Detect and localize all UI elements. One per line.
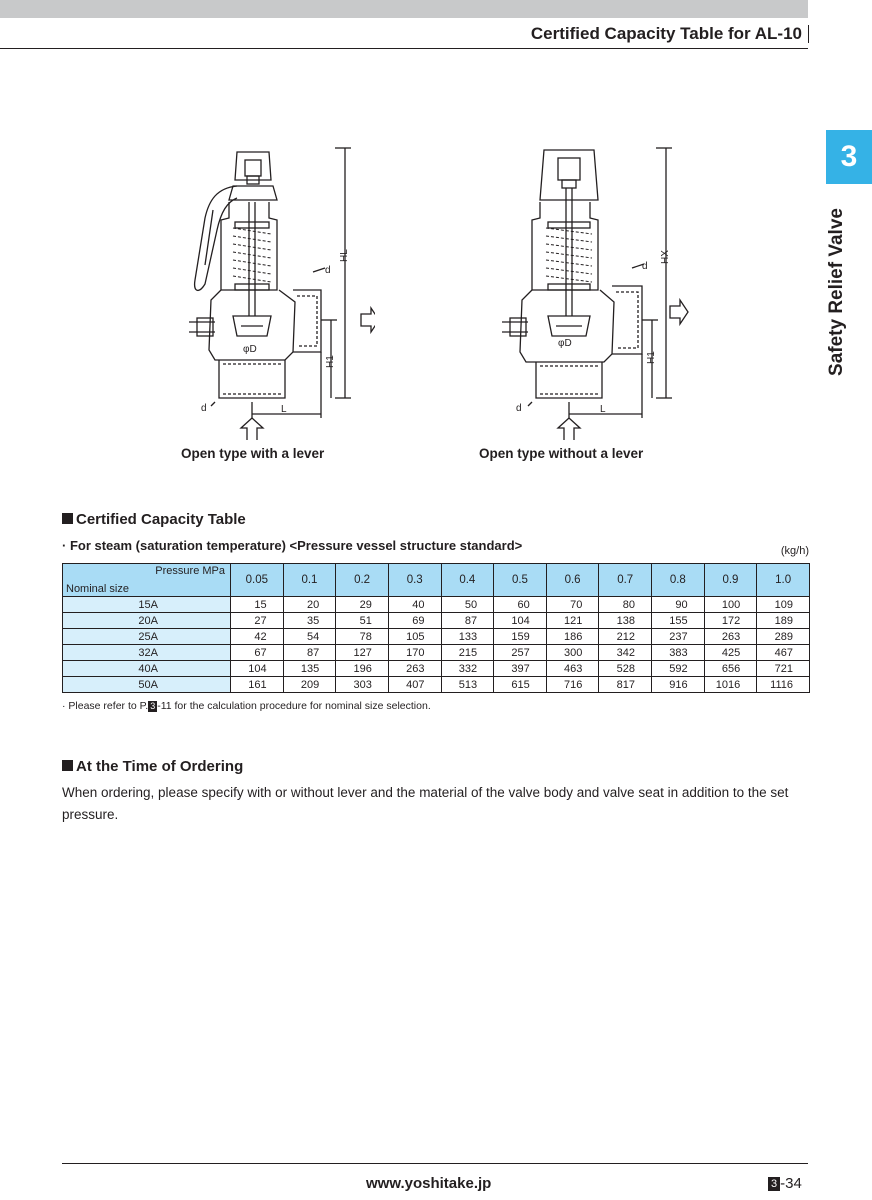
chapter-side-label: Safety Relief Valve	[826, 208, 847, 376]
table-row	[63, 677, 810, 693]
page-title: Certified Capacity Table for AL-10	[530, 24, 802, 43]
capacity-value-cell: 215	[441, 645, 494, 661]
pressure-header-cell: 0.8	[652, 564, 705, 597]
capacity-value-cell: 51	[336, 613, 389, 629]
valve-drawing-without-lever	[492, 140, 692, 440]
table-row	[63, 629, 810, 645]
capacity-value-cell: 15	[231, 597, 284, 613]
capacity-value-cell: 397	[494, 661, 547, 677]
capacity-value-cell: 196	[336, 661, 389, 677]
website-link[interactable]: www.yoshitake.jp	[366, 1175, 492, 1192]
capacity-value-cell: 104	[494, 613, 547, 629]
capacity-value-cell: 237	[652, 629, 705, 645]
table-row	[63, 645, 810, 661]
capacity-value-cell: 69	[388, 613, 441, 629]
capacity-value-cell: 90	[652, 597, 705, 613]
capacity-value-cell: 87	[441, 613, 494, 629]
nominal-size-cell: 25A	[63, 629, 231, 645]
capacity-value-cell: 467	[757, 645, 810, 661]
capacity-value-cell: 135	[283, 661, 336, 677]
table-row	[63, 613, 810, 629]
capacity-value-cell: 383	[652, 645, 705, 661]
page-chapter-chip: 3	[768, 1177, 780, 1191]
table-body	[63, 597, 810, 693]
capacity-value-cell: 186	[546, 629, 599, 645]
capacity-value-cell: 35	[283, 613, 336, 629]
capacity-value-cell: 109	[757, 597, 810, 613]
capacity-value-cell: 87	[283, 645, 336, 661]
ordering-section-heading: At the Time of Ordering	[62, 758, 243, 775]
capacity-subheading: · For steam (saturation temperature) <Pressure vessel structure standard>	[62, 538, 523, 553]
capacity-value-cell: 1116	[757, 677, 810, 693]
capacity-value-cell: 300	[546, 645, 599, 661]
capacity-value-cell: 105	[388, 629, 441, 645]
capacity-value-cell: 133	[441, 629, 494, 645]
capacity-value-cell: 138	[599, 613, 652, 629]
capacity-value-cell: 209	[283, 677, 336, 693]
dimension-label: d	[201, 403, 207, 414]
pressure-header-cell: 1.0	[757, 564, 810, 597]
pressure-header-cell: 0.2	[336, 564, 389, 597]
capacity-value-cell: 54	[283, 629, 336, 645]
capacity-value-cell: 42	[231, 629, 284, 645]
capacity-value-cell: 100	[704, 597, 757, 613]
footnote: · Please refer to P. 3 -11 for the calculation procedure for nominal size selection.	[62, 700, 431, 712]
capacity-value-cell: 817	[599, 677, 652, 693]
capacity-value-cell: 40	[388, 597, 441, 613]
nominal-size-cell: 50A	[63, 677, 231, 693]
capacity-value-cell: 50	[441, 597, 494, 613]
table-row	[63, 597, 810, 613]
capacity-value-cell: 716	[546, 677, 599, 693]
capacity-value-cell: 80	[599, 597, 652, 613]
capacity-value-cell: 1016	[704, 677, 757, 693]
square-bullet-icon	[62, 513, 73, 524]
capacity-value-cell: 615	[494, 677, 547, 693]
nominal-size-cell: 15A	[63, 597, 231, 613]
pressure-header-cell: 0.05	[231, 564, 284, 597]
drawing-caption-with-lever: Open type with a lever	[181, 446, 325, 461]
ordering-text: When ordering, please specify with or without lever and the material of the valve body and valve seat in addition to the set pressure.	[62, 785, 789, 822]
dimension-label: L	[600, 404, 606, 415]
title-divider	[808, 25, 809, 43]
capacity-value-cell: 78	[336, 629, 389, 645]
dimension-label: φD	[558, 338, 572, 349]
pressure-header-cell: 0.5	[494, 564, 547, 597]
capacity-value-cell: 70	[546, 597, 599, 613]
capacity-value-cell: 212	[599, 629, 652, 645]
capacity-value-cell: 155	[652, 613, 705, 629]
capacity-value-cell: 289	[757, 629, 810, 645]
capacity-value-cell: 172	[704, 613, 757, 629]
capacity-value-cell: 332	[441, 661, 494, 677]
pressure-axis-label: Pressure MPa	[155, 565, 225, 577]
capacity-value-cell: 159	[494, 629, 547, 645]
pressure-header-cell: 0.7	[599, 564, 652, 597]
page-ref-chip: 3	[150, 701, 156, 711]
capacity-value-cell: 27	[231, 613, 284, 629]
top-bar	[0, 0, 808, 18]
table-row	[63, 661, 810, 677]
valve-drawing-with-lever	[175, 140, 375, 440]
pressure-header-cell: 0.3	[388, 564, 441, 597]
capacity-value-cell: 263	[704, 629, 757, 645]
capacity-value-cell: 528	[599, 661, 652, 677]
title-rule	[0, 48, 808, 49]
nominal-size-cell: 40A	[63, 661, 231, 677]
capacity-value-cell: 20	[283, 597, 336, 613]
pressure-header-cell: 0.9	[704, 564, 757, 597]
dimension-label: d	[516, 403, 522, 414]
dimension-label: HX	[660, 250, 671, 264]
capacity-value-cell: 121	[546, 613, 599, 629]
dimension-label: H1	[325, 355, 336, 368]
capacity-value-cell: 656	[704, 661, 757, 677]
capacity-value-cell: 170	[388, 645, 441, 661]
capacity-value-cell: 104	[231, 661, 284, 677]
unit-label: (kg/h)	[780, 545, 809, 557]
capacity-value-cell: 29	[336, 597, 389, 613]
chapter-tab[interactable]: 3	[826, 130, 872, 184]
table-corner-cell	[63, 564, 231, 597]
dimension-label: H1	[646, 351, 657, 364]
capacity-value-cell: 513	[441, 677, 494, 693]
nominal-size-cell: 32A	[63, 645, 231, 661]
nominal-size-cell: 20A	[63, 613, 231, 629]
capacity-value-cell: 721	[757, 661, 810, 677]
capacity-value-cell: 263	[388, 661, 441, 677]
pressure-header-cell: 0.6	[546, 564, 599, 597]
capacity-value-cell: 67	[231, 645, 284, 661]
page-number: 3 -34	[768, 1175, 802, 1192]
square-bullet-icon	[62, 760, 73, 771]
capacity-section-heading: Certified Capacity Table	[62, 511, 246, 528]
capacity-value-cell: 425	[704, 645, 757, 661]
capacity-value-cell: 161	[231, 677, 284, 693]
capacity-value-cell: 189	[757, 613, 810, 629]
capacity-value-cell: 592	[652, 661, 705, 677]
capacity-table	[62, 563, 810, 693]
capacity-value-cell: 916	[652, 677, 705, 693]
pressure-header-cell: 0.4	[441, 564, 494, 597]
dimension-label: d	[325, 265, 331, 276]
capacity-value-cell: 257	[494, 645, 547, 661]
nominal-size-axis-label: Nominal size	[66, 583, 129, 595]
capacity-value-cell: 303	[336, 677, 389, 693]
table-header-row	[63, 564, 810, 597]
drawing-caption-without-lever: Open type without a lever	[479, 446, 644, 461]
capacity-value-cell: 127	[336, 645, 389, 661]
capacity-value-cell: 342	[599, 645, 652, 661]
capacity-value-cell: 60	[494, 597, 547, 613]
dimension-label: L	[281, 404, 287, 415]
dimension-label: HL	[339, 249, 350, 262]
footer-rule	[62, 1163, 808, 1164]
dimension-label: d	[642, 261, 648, 272]
capacity-value-cell: 463	[546, 661, 599, 677]
dimension-label: φD	[243, 344, 257, 355]
capacity-value-cell: 407	[388, 677, 441, 693]
pressure-header-cell: 0.1	[283, 564, 336, 597]
